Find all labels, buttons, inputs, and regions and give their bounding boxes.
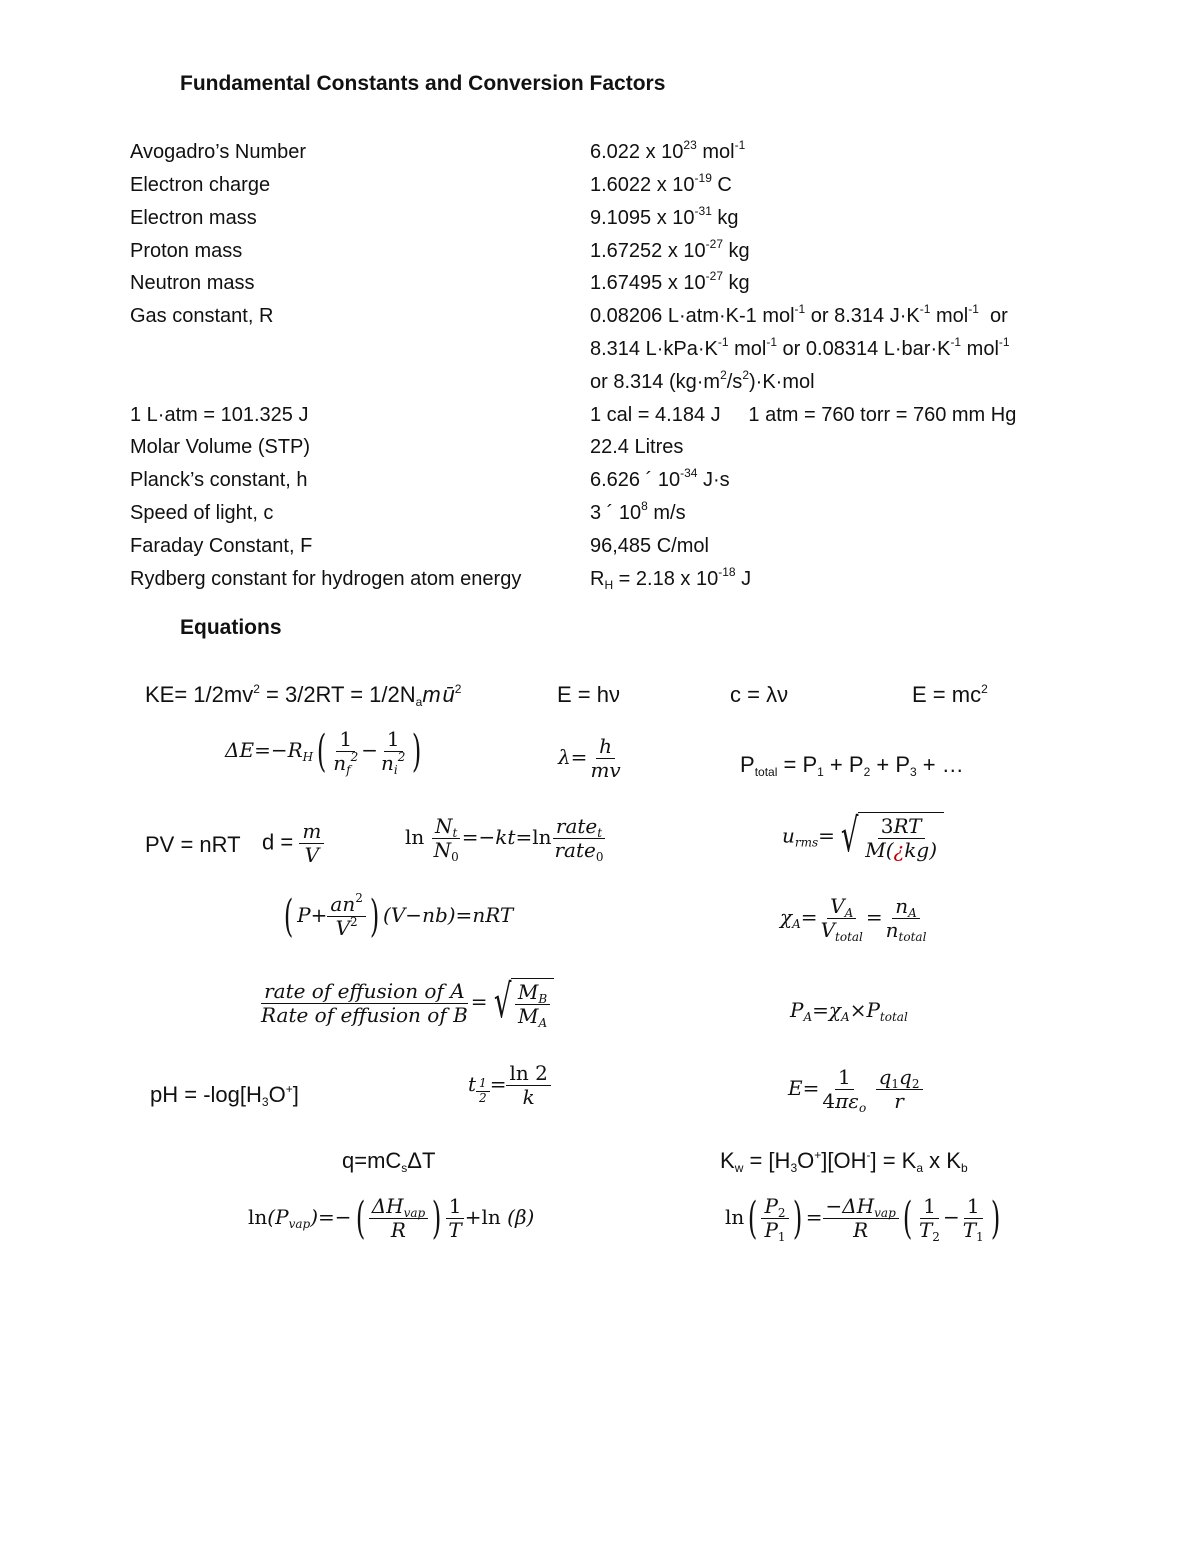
constant-value: 9.1095 x $10^{-31}$ kg [590, 204, 739, 229]
page-title: Fundamental Constants and Conversion Factors [180, 72, 666, 95]
heat-equation: $q=mC_s\Delta T$ [342, 1148, 436, 1175]
constant-value: 1.6022 x $10^{-19}$ C [590, 171, 732, 196]
dalton-total-pressure-equation: $P_{total} = P_1 + P_2 + P_3$ + … [740, 752, 964, 779]
constant-label: Electron charge [130, 174, 271, 196]
density-equation: d = $\frac{m}{V}$ [262, 820, 324, 867]
rydberg-equation: $\Delta E=-R_H$( $\frac{1}{n_f^2}$ − $\frac{1}{n_i^2}$ ) [225, 725, 422, 777]
constant-value: 1.67252 x $10^{-27}$ kg [590, 237, 750, 262]
constant-label: Speed of light, c [130, 502, 274, 524]
constant-value: 6.022 x $10^{23}$ mol$^{-1}$ [590, 138, 746, 163]
constant-label: Gas constant, R [130, 305, 274, 327]
constant-label: Faraday Constant, F [130, 535, 313, 557]
equations-heading: Equations [180, 616, 282, 639]
coulomb-law-equation: E= $\frac{1}{4\pi\varepsilon_o}$ $\frac{q_1q_2}{r}$ [788, 1066, 923, 1113]
constant-value: 96,485 C/mol [590, 535, 709, 557]
constant-label: Proton mass [130, 240, 243, 262]
partial-pressure-equation: $P_A=\chi_A\times P_{total}$ [790, 998, 908, 1024]
ph-equation: pH = $-\log[H_3O^+]$ [150, 1082, 299, 1109]
constant-label: 1 L·atm = 101.325 J [130, 404, 309, 426]
water-ion-product-equation: $K_w = [H_3O^+][OH^-] = K_a$ x $K_b$ [720, 1148, 968, 1175]
kinetic-energy-equation: $KE= 1/2mv^2 = 3/2RT = 1/2N_am$ ū$^2$ [145, 682, 462, 709]
constant-label: Molar Volume (STP) [130, 436, 311, 458]
constant-value: 1.67495 x $10^{-27}$ kg [590, 269, 750, 294]
photon-energy-equation: E = hν [557, 682, 620, 707]
constant-value: 0.08206 L·atm·K-1 mol$^{-1}$ or 8.314 $J\cdot K^{-1}$ mol$^{-1}$ or [590, 302, 1008, 327]
clausius-clapeyron-two-point-equation: ln( $\frac{P_2}{P_1}$ ) = $\frac{-\Delta H_{vap}}{R}$ ( $\frac{1}{T_2}$ − $\frac{1}{T_1}$ ) [725, 1192, 1000, 1244]
constant-label: Rydberg constant for hydrogen atom energy [130, 568, 522, 590]
constant-value: 8.314 $L\cdot kPa\cdot K^{-1}$ mol$^{-1}$ or 0.08314 $L\cdot bar\cdot K^{-1}$ mol$^{-1}$ [590, 335, 1010, 360]
half-life-equation: t $_{\frac{1}{2}}$ = $\frac{\ln 2}{k}$ [468, 1062, 551, 1109]
ideal-gas-equation: PV = nRT [145, 832, 241, 857]
constant-value: 6.626 ´ $10^{-34}$ J·s [590, 466, 730, 491]
mole-fraction-equation: $\chi_A=$ $\frac{V_A}{V_{total}}$ = $\frac{n_A}{n_{total}}$ [780, 894, 927, 944]
mass-energy-equation: $E = mc^2$ [912, 682, 988, 707]
constant-label: Avogadro’s Number [130, 141, 307, 163]
de-broglie-equation: λ= $\frac{h}{mv}$ [558, 734, 621, 782]
constant-label: Neutron mass [130, 272, 255, 294]
clausius-clapeyron-linear-equation: $\ln(P_{vap})=-$( $\frac{\Delta H_{vap}}{R}$ ) $\frac{1}{T}$ +ln (β) [248, 1192, 535, 1244]
constant-value: $R_H = 2.18$ x $10^{-18}$ J [590, 565, 752, 592]
graham-law-equation: $\frac{\text{rate of effusion of A}}{\text{Rate of effusion of B}}$ = √ $\frac{M_B}{M_A}$ [258, 978, 554, 1028]
constant-value: 22.4 Litres [590, 436, 684, 458]
constant-value: or 8.314 $(kg\cdot m^2/s^2)\cdot K\cdot mol$ [590, 368, 815, 393]
constant-value: 3 ´ $10^8$ m/s [590, 499, 686, 524]
van-der-waals-equation: ( P+ $\frac{an^2}{V^2}$ ) (V−nb)=nRT [283, 890, 514, 942]
constant-label: Electron mass [130, 207, 257, 229]
wave-speed-equation: c = λν [730, 682, 789, 707]
constant-value: 1 cal = 4.184 J 1 atm = 760 torr = 760 mm Hg [590, 404, 1017, 426]
first-order-kinetics-equation: ln $\frac{N_t}{N_0}$ =−kt=ln $\frac{rate_t}{rate_0}$ [405, 814, 604, 864]
rms-speed-equation: $u_{rms}=$ √ $\frac{3RT}{M(¿kg)}$ [782, 812, 944, 862]
constant-label: Planck’s constant, h [130, 469, 308, 491]
